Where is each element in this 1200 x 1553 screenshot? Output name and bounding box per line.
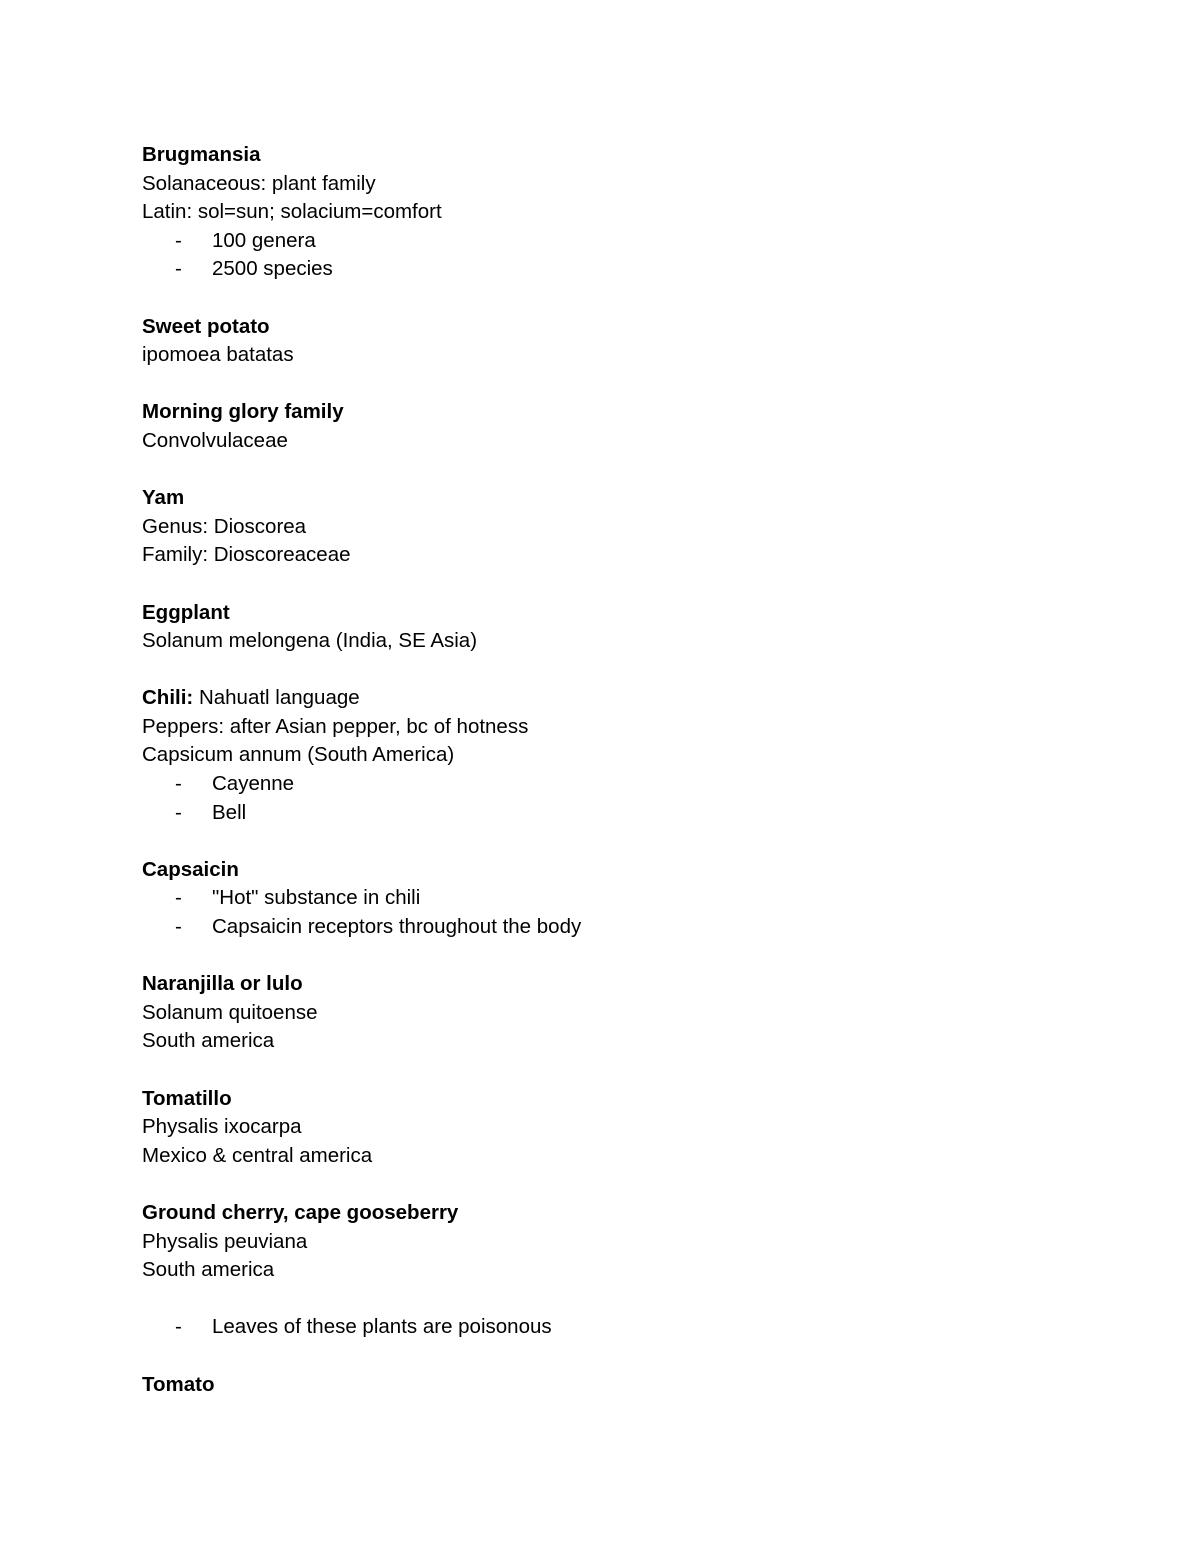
list-item — [142, 1313, 1102, 1342]
text-line: Family: Dioscoreaceae — [142, 543, 351, 567]
list-item — [142, 255, 1102, 284]
text-line: Solanum melongena (India, SE Asia) — [142, 629, 478, 653]
section-heading: Tomatillo — [142, 1086, 232, 1110]
section-heading: Naranjilla or lulo — [142, 972, 303, 996]
text-line: Latin: sol=sun; solacium=comfort — [142, 200, 442, 224]
blank-line — [142, 1170, 1102, 1199]
blank-line — [142, 1056, 1102, 1085]
text-line: Convolvulaceae — [142, 428, 288, 452]
list-item — [142, 770, 1102, 799]
text-line: Physalis ixocarpa — [142, 1115, 302, 1139]
bullet-dash: - — [175, 886, 182, 910]
section-heading: Brugmansia — [142, 143, 261, 166]
section-heading: Tomato — [142, 1372, 215, 1396]
list-item-text: 100 genera — [212, 228, 316, 252]
blank-line — [142, 656, 1102, 685]
text-line: Mexico & central america — [142, 1143, 373, 1167]
blank-line — [142, 1342, 1102, 1371]
bullet-dash: - — [175, 915, 182, 939]
text-line: ipomoea batatas — [142, 343, 294, 367]
blank-line — [142, 1285, 1102, 1314]
list-item — [142, 913, 1102, 942]
bullet-dash: - — [175, 1315, 182, 1339]
text-line: Solanum quitoense — [142, 1000, 318, 1024]
text-line: Solanaceous: plant family — [142, 171, 376, 195]
list-item — [142, 227, 1102, 256]
list-item — [142, 799, 1102, 828]
text-line: Capsicum annum (South America) — [142, 743, 455, 767]
bullet-dash: - — [175, 800, 182, 824]
inline-heading: Chili: — [142, 686, 194, 710]
section-heading: Yam — [142, 486, 185, 510]
list-item-text: 2500 species — [212, 257, 333, 281]
text-line: Genus: Dioscorea — [142, 514, 307, 538]
list-item-text: Bell — [212, 800, 247, 824]
section-heading: Ground cherry, cape gooseberry — [142, 1200, 459, 1224]
blank-line — [142, 284, 1102, 313]
section-heading: Capsaicin — [142, 857, 239, 881]
blank-line — [142, 456, 1102, 485]
text-line — [142, 684, 1102, 713]
list-item-text: "Hot" substance in chili — [212, 886, 421, 910]
blank-line — [142, 570, 1102, 599]
bullet-dash: - — [175, 257, 182, 281]
text-line: South america — [142, 1029, 275, 1053]
list-item-text: Capsaicin receptors throughout the body — [212, 915, 582, 939]
bullet-dash: - — [175, 228, 182, 252]
blank-line — [142, 942, 1102, 971]
blank-line — [142, 370, 1102, 399]
section-heading: Eggplant — [142, 600, 230, 624]
bullet-dash: - — [175, 772, 182, 796]
text-line: South america — [142, 1258, 275, 1282]
inline-text: Nahuatl language — [193, 686, 360, 710]
list-item-text: Leaves of these plants are poisonous — [212, 1315, 552, 1339]
text-line: Physalis peuviana — [142, 1229, 308, 1253]
list-item-text: Cayenne — [212, 772, 295, 796]
section-heading: Morning glory family — [142, 400, 344, 424]
blank-line — [142, 827, 1102, 856]
text-line: Peppers: after Asian pepper, bc of hotness — [142, 714, 529, 738]
document-body — [142, 141, 1102, 1399]
section-heading: Sweet potato — [142, 314, 270, 338]
list-item — [142, 884, 1102, 913]
